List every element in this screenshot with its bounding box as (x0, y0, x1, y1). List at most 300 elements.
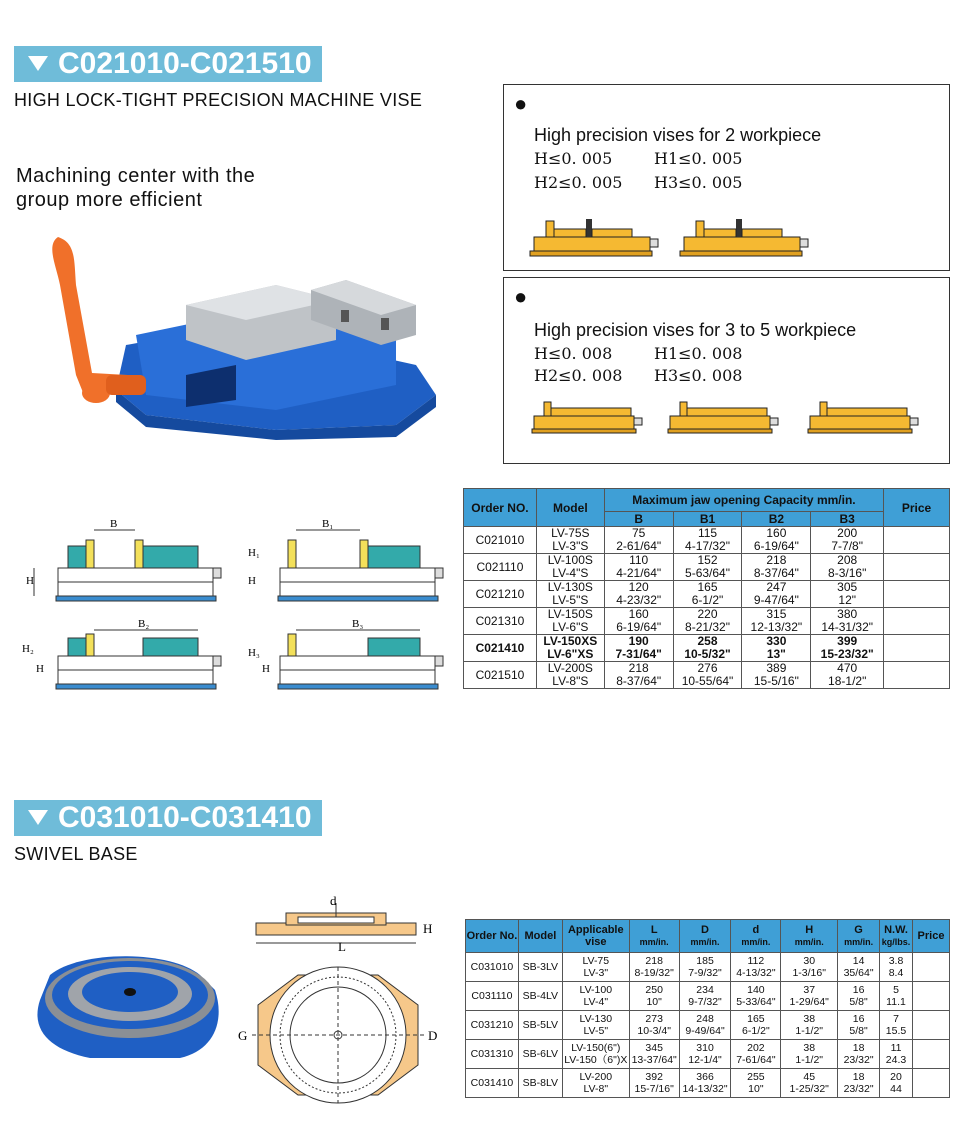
cell-D (679, 953, 731, 982)
cell-b3-line: 208 (837, 553, 858, 567)
cell-b-line: 8-37/64" (616, 674, 662, 688)
cell-order (464, 527, 537, 554)
table-row (466, 1040, 950, 1069)
table-row (466, 953, 950, 982)
cell-b2 (742, 662, 811, 689)
svg-text:d: d (330, 895, 337, 908)
col-b3: B3 (811, 512, 884, 527)
cell-order-line: C021210 (475, 586, 525, 601)
cell-h-line: 1-3/16" (792, 967, 826, 979)
tol-h3: H3≤0. 008 (654, 366, 743, 385)
cell-model-line: LV-6"XS (547, 647, 594, 661)
col-price: Price (884, 489, 950, 527)
cell-b1-line: 10-5/32" (684, 647, 731, 661)
cell-l-line: 10-3/4" (637, 1025, 671, 1037)
table-row (466, 1069, 950, 1098)
cell-D-line: 12-1/4" (688, 1054, 722, 1066)
cell-l (629, 1069, 679, 1098)
triangle-down-icon (28, 56, 48, 71)
cell-model (518, 1040, 562, 1069)
cell-vise (562, 982, 629, 1011)
cell-b (604, 554, 673, 581)
cell-model (518, 953, 562, 982)
cell-nw-line: 7 (893, 1013, 899, 1025)
cell-d-line: 140 (747, 984, 765, 996)
cell-h-line: 38 (803, 1042, 816, 1054)
cell-h-line: 1-1/2" (795, 1054, 824, 1066)
cell-D-line: 185 (696, 955, 714, 967)
cell-b1-line: 165 (697, 580, 718, 594)
col-b1: B1 (673, 512, 742, 527)
cell-d (731, 982, 781, 1011)
cell-l (629, 982, 679, 1011)
tol-h1: H1≤0. 008 (654, 344, 743, 363)
tol-h: H≤0. 008 (534, 344, 613, 363)
caption-line2: group more efficient (16, 189, 203, 211)
cell-d (731, 1011, 781, 1040)
cell-vise (562, 953, 629, 982)
cell-model-line: LV-130S (547, 580, 593, 594)
cell-g (838, 953, 880, 982)
cell-order (466, 982, 519, 1011)
cell-order-line: C021410 (475, 640, 525, 655)
cell-b2 (742, 635, 811, 662)
cell-model-line: LV-6"S (552, 620, 589, 634)
cell-price (913, 1040, 950, 1069)
cell-b (604, 662, 673, 689)
cell-g-line: 14 (852, 955, 865, 967)
cell-nw (880, 1040, 913, 1069)
cell-l-line: 10" (646, 996, 662, 1008)
cell-b1 (673, 554, 742, 581)
cell-g (838, 1069, 880, 1098)
cell-vise (562, 1069, 629, 1098)
col-d: d mm/in. (731, 920, 781, 953)
cell-b2-line: 13" (766, 647, 786, 661)
cell-vise-line: LV-4" (583, 996, 609, 1008)
cell-D-line: 310 (696, 1042, 714, 1054)
table-row (464, 608, 950, 635)
svg-text:D: D (428, 1028, 438, 1043)
cell-b1 (673, 608, 742, 635)
cell-model (518, 1011, 562, 1040)
cell-order (464, 635, 537, 662)
cell-price (913, 982, 950, 1011)
cell-nw (880, 1011, 913, 1040)
svg-text:H: H (36, 663, 44, 675)
svg-text:H₃: H₃ (248, 647, 260, 659)
svg-text:G: G (238, 1028, 248, 1043)
cell-l-line: 345 (645, 1042, 663, 1054)
box1-heading: High precision vises for 2 workpiece (534, 125, 822, 145)
svg-text:L: L (338, 939, 346, 954)
cell-d-line: 6-1/2" (742, 1025, 770, 1037)
cell-d-line: 10" (748, 1083, 764, 1095)
cell-h (781, 953, 838, 982)
swivel-spec-table (465, 919, 950, 1098)
vise-3-5-workpiece-icon (530, 396, 950, 436)
cell-b1-line: 5-63/64" (685, 566, 730, 580)
cell-order-line: C031310 (470, 1048, 514, 1060)
box2-heading: High precision vises for 3 to 5 workpiece (534, 320, 857, 340)
cell-model-line: LV-200S (547, 661, 593, 675)
cell-price (884, 608, 950, 635)
cell-model-line: LV-75S (551, 526, 590, 540)
cell-order-line: C021510 (475, 667, 525, 682)
cell-D-line: 234 (696, 984, 714, 996)
cell-vise (562, 1011, 629, 1040)
tol-h2: H2≤0. 008 (534, 366, 623, 385)
cell-g-line: 35/64" (843, 967, 874, 979)
cell-b1-line: 152 (697, 553, 718, 567)
bullet-icon: ● (514, 91, 528, 116)
cell-nw-line: 5 (893, 984, 899, 996)
cell-h-line: 37 (803, 984, 816, 996)
cell-b1 (673, 662, 742, 689)
cell-vise-line: LV-8" (583, 1083, 609, 1095)
cell-nw-line: 11.1 (886, 996, 906, 1008)
cell-b2-line: 9-47/64" (753, 593, 799, 607)
cell-g-line: 18 (852, 1042, 865, 1054)
cell-D-line: 14-13/32" (682, 1083, 728, 1095)
cell-b3 (811, 527, 884, 554)
cell-model (536, 662, 604, 689)
cell-order (464, 581, 537, 608)
cell-b3-line: 8-3/16" (828, 566, 867, 580)
cell-l (629, 953, 679, 982)
svg-text:H₂: H₂ (22, 643, 34, 655)
cell-h-line: 30 (803, 955, 816, 967)
cell-nw-line: 11 (890, 1042, 902, 1054)
cell-b-line: 120 (628, 580, 649, 594)
table-row (466, 1011, 950, 1040)
cell-d-line: 165 (747, 1013, 765, 1025)
cell-model-line: LV-150S (547, 607, 593, 621)
cell-b3 (811, 662, 884, 689)
svg-text:B₁: B₁ (322, 518, 334, 530)
cell-model-line: LV-5"S (552, 593, 589, 607)
section1-caption (16, 164, 255, 212)
cell-D (679, 982, 731, 1011)
cell-nw-line: 44 (890, 1083, 902, 1095)
cell-b-line: 160 (628, 607, 649, 621)
cell-b1-line: 8-21/32" (685, 620, 730, 634)
cell-b3-line: 470 (837, 661, 858, 675)
col-l: L mm/in. (629, 920, 679, 953)
tol-h2: H2≤0. 005 (534, 173, 623, 192)
col-applicable: Applicable vise (562, 920, 629, 953)
section2-banner (14, 800, 322, 836)
cell-model-line: LV-8"S (552, 674, 589, 688)
cell-b-line: 6-19/64" (616, 620, 662, 634)
cell-d-line: 202 (747, 1042, 765, 1054)
cell-b-line: 4-23/32" (616, 593, 662, 607)
cell-h-line: 1-1/2" (795, 1025, 824, 1037)
cell-b3 (811, 554, 884, 581)
table-row (464, 662, 950, 689)
cell-vise-line: LV-200 (579, 1071, 613, 1083)
cell-b-line: 4-21/64" (616, 566, 662, 580)
jaw-dimension-diagrams (20, 510, 450, 700)
tol-h: H≤0. 005 (534, 149, 613, 168)
cell-nw (880, 953, 913, 982)
cell-nw-line: 15.5 (885, 1025, 907, 1037)
diagram-b2 (22, 618, 221, 689)
cell-b2-line: 15-5/16" (753, 674, 799, 688)
cell-order (466, 1040, 519, 1069)
cell-b (604, 581, 673, 608)
cell-g-line: 23/32" (843, 1083, 874, 1095)
cell-model (536, 527, 604, 554)
col-h: H mm/in. (781, 920, 838, 953)
cell-l (629, 1011, 679, 1040)
cell-D-line: 9-7/32" (688, 996, 722, 1008)
cell-b3-line: 399 (837, 634, 858, 648)
cell-b2-line: 12-13/32" (750, 620, 803, 634)
cell-order (464, 662, 537, 689)
triangle-down-icon (28, 810, 48, 825)
machine-vise-image (36, 225, 456, 440)
cell-b1-line: 220 (697, 607, 718, 621)
cell-price (913, 1069, 950, 1098)
cell-h-line: 38 (803, 1013, 816, 1025)
cell-b2 (742, 554, 811, 581)
cell-l-line: 392 (645, 1071, 663, 1083)
table-row (464, 527, 950, 554)
col-order: Order NO. (464, 489, 537, 527)
cell-b-line: 7-31/64" (615, 647, 662, 661)
cell-l-line: 218 (645, 955, 663, 967)
cell-d (731, 953, 781, 982)
cell-d (731, 1069, 781, 1098)
cell-b1 (673, 581, 742, 608)
cell-price (913, 1011, 950, 1040)
cell-b3-line: 380 (837, 607, 858, 621)
col-capacity: Maximum jaw opening Capacity mm/in. (604, 489, 883, 512)
cell-order (466, 1069, 519, 1098)
section1-banner (14, 46, 322, 82)
cell-order (466, 1011, 519, 1040)
svg-text:B₂: B₂ (138, 618, 150, 630)
cell-order (464, 554, 537, 581)
cell-g-line: 23/32" (843, 1054, 874, 1066)
cell-g (838, 1011, 880, 1040)
cell-model-line: SB-3LV (522, 961, 559, 973)
cell-model-line: LV-4"S (552, 566, 589, 580)
cell-nw-line: 20 (890, 1071, 902, 1083)
side-view (256, 895, 432, 954)
cell-price (884, 581, 950, 608)
top-view (238, 967, 437, 1103)
cell-model-line: LV-3"S (552, 539, 589, 553)
col-b: B (604, 512, 673, 527)
cell-vise-line: LV-75 (582, 955, 610, 967)
cell-h (781, 1011, 838, 1040)
cell-b3-line: 15-23/32" (820, 647, 874, 661)
cell-D (679, 1011, 731, 1040)
cell-D-line: 366 (696, 1071, 714, 1083)
cell-order-line: C031410 (470, 1077, 514, 1089)
cell-price (913, 953, 950, 982)
svg-text:B₃: B₃ (352, 618, 364, 630)
cell-model-line: SB-5LV (522, 1019, 559, 1031)
cell-b1-line: 4-17/32" (685, 539, 730, 553)
cell-b3-line: 18-1/2" (828, 674, 867, 688)
cell-h (781, 982, 838, 1011)
section1-code: C021010-C021510 (58, 47, 312, 80)
cell-b3-line: 7-7/8" (831, 539, 863, 553)
cell-b2-line: 247 (766, 580, 787, 594)
cell-nw-line: 8.4 (888, 967, 904, 979)
col-model: Model (536, 489, 604, 527)
svg-text:H: H (262, 663, 270, 675)
table-row (464, 581, 950, 608)
cell-b2-line: 218 (766, 553, 787, 567)
cell-h-line: 45 (803, 1071, 816, 1083)
precision-box-2-workpiece (503, 84, 950, 271)
cell-b3-line: 12" (838, 593, 856, 607)
svg-text:B: B (110, 518, 118, 530)
cell-nw-line: 3.8 (888, 955, 904, 967)
cell-b2-line: 315 (766, 607, 787, 621)
cell-model-line: SB-6LV (522, 1048, 559, 1060)
cell-b3 (811, 635, 884, 662)
swivel-base-drawing (238, 895, 448, 1115)
cell-order-line: C021110 (476, 559, 524, 574)
cell-d (731, 1040, 781, 1069)
svg-text:H: H (248, 575, 256, 587)
caption-line1: Machining center with the (16, 165, 256, 187)
cell-price (884, 662, 950, 689)
cell-model-line: LV-150XS (543, 634, 598, 648)
cell-b-line: 218 (628, 661, 649, 675)
cell-price (884, 635, 950, 662)
cell-order-line: C031010 (470, 961, 514, 973)
diagram-b (26, 518, 221, 601)
cell-b3 (811, 608, 884, 635)
section2-title: SWIVEL BASE (14, 844, 138, 864)
cell-b2-line: 389 (766, 661, 787, 675)
cell-g (838, 1040, 880, 1069)
cell-h-line: 1-25/32" (789, 1083, 829, 1095)
cell-b2 (742, 608, 811, 635)
cell-model (536, 635, 604, 662)
cell-b2-line: 160 (766, 526, 787, 540)
section2-code: C031010-C031410 (58, 801, 312, 834)
cell-D-line: 9-49/64" (685, 1025, 725, 1037)
cell-price (884, 554, 950, 581)
svg-text:H₁: H₁ (248, 547, 260, 559)
cell-b3 (811, 581, 884, 608)
cell-b (604, 635, 673, 662)
cell-h-line: 1-29/64" (789, 996, 829, 1008)
cell-order-line: C021310 (475, 613, 525, 628)
cell-l-line: 8-19/32" (634, 967, 674, 979)
cell-b1-line: 6-1/2" (691, 593, 724, 607)
col-g: G mm/in. (838, 920, 880, 953)
col-model: Model (518, 920, 562, 953)
cell-model (536, 608, 604, 635)
cell-b2 (742, 527, 811, 554)
cell-model (536, 581, 604, 608)
cell-order-line: C031110 (471, 990, 513, 1002)
col-b2: B2 (742, 512, 811, 527)
cell-order-line: C021010 (475, 532, 525, 547)
cell-b2 (742, 581, 811, 608)
tol-h1: H1≤0. 005 (654, 149, 743, 168)
cell-b1-line: 258 (697, 634, 718, 648)
cell-nw (880, 1069, 913, 1098)
table-row (466, 982, 950, 1011)
cell-order (464, 608, 537, 635)
cell-vise (562, 1040, 629, 1069)
cell-g-line: 18 (852, 1071, 865, 1083)
diagram-b3 (248, 618, 443, 689)
tol-h3: H3≤0. 005 (654, 173, 743, 192)
cell-model-line: SB-8LV (522, 1077, 559, 1089)
cell-D-line: 7-9/32" (688, 967, 722, 979)
cell-b2-line: 6-19/64" (753, 539, 799, 553)
cell-b1 (673, 527, 742, 554)
cell-d-line: 5-33/64" (736, 996, 776, 1008)
cell-nw-line: 24.3 (885, 1054, 907, 1066)
cell-b3-line: 14-31/32" (821, 620, 874, 634)
cell-b-line: 190 (628, 634, 649, 648)
col-order: Order No. (466, 920, 519, 953)
cell-b1-line: 276 (697, 661, 718, 675)
diagram-b1 (248, 518, 443, 601)
cell-l-line: 250 (645, 984, 663, 996)
vise-2-workpiece-icon (528, 213, 818, 258)
col-price: Price (913, 920, 950, 953)
cell-d-line: 4-13/32" (736, 967, 776, 979)
svg-text:H: H (423, 921, 433, 936)
precision-box-3-5-workpiece (503, 277, 950, 464)
table-row (464, 635, 950, 662)
cell-vise-line: LV-150(6") (571, 1042, 621, 1054)
cell-g-line: 5/8" (849, 1025, 868, 1037)
cell-b3-line: 305 (837, 580, 858, 594)
cell-vise-line: LV-3" (583, 967, 609, 979)
cell-D (679, 1040, 731, 1069)
svg-text:H: H (26, 575, 34, 587)
cell-b1-line: 115 (697, 526, 718, 540)
cell-l-line: 15-7/16" (634, 1083, 674, 1095)
bullet-icon: ● (514, 284, 528, 309)
cell-nw (880, 982, 913, 1011)
cell-h (781, 1040, 838, 1069)
cell-g (838, 982, 880, 1011)
cell-l (629, 1040, 679, 1069)
cell-b1-line: 10-55/64" (681, 674, 734, 688)
cell-vise-line: LV-100 (579, 984, 613, 996)
cell-vise-line: LV-130 (579, 1013, 613, 1025)
col-D: D mm/in. (679, 920, 731, 953)
cell-b (604, 608, 673, 635)
cell-b3-line: 200 (837, 526, 858, 540)
cell-D (679, 1069, 731, 1098)
cell-model-line: SB-4LV (522, 990, 559, 1002)
cell-g-line: 16 (852, 984, 865, 996)
cell-b-line: 110 (629, 553, 649, 567)
cell-d-line: 112 (747, 955, 765, 967)
cell-b2-line: 8-37/64" (753, 566, 799, 580)
cell-vise-line: LV-5" (583, 1025, 609, 1037)
cell-d-line: 255 (747, 1071, 765, 1083)
table-row (464, 554, 950, 581)
cell-order-line: C031210 (470, 1019, 514, 1031)
vise-spec-table (463, 488, 950, 689)
